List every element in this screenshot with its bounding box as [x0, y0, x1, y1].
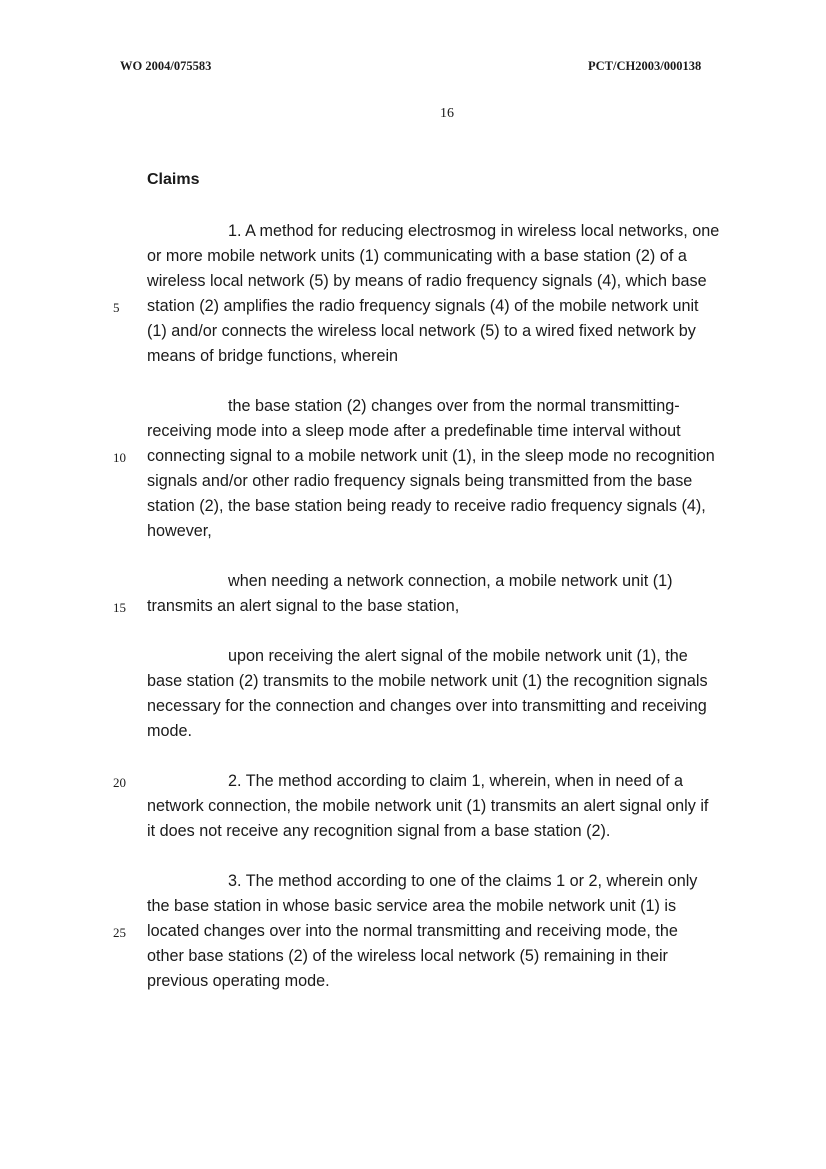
- claim-2-line: it does not receive any recognition signal from a base station (2).: [147, 822, 611, 840]
- publication-number: WO 2004/075583: [120, 59, 212, 73]
- margin-line-number: 15: [113, 600, 126, 615]
- claim-3-line: previous operating mode.: [147, 972, 330, 990]
- claim-1-line: means of bridge functions, wherein: [147, 347, 399, 365]
- claim-1-line: upon receiving the alert signal of the mobile network unit (1), the: [228, 647, 688, 665]
- claim-1-line: or more mobile network units (1) communicating with a base station (2) of a: [147, 247, 687, 265]
- margin-line-number: 25: [113, 925, 126, 940]
- claim-1-line: connecting signal to a mobile network unit (1), in the sleep mode no recognition: [147, 447, 715, 465]
- claim-1-line: 1. A method for reducing electrosmog in wireless local networks, one: [228, 222, 720, 240]
- claim-1-line: the base station (2) changes over from the normal transmitting-: [228, 397, 680, 415]
- claim-1-line: wireless local network (5) by means of radio frequency signals (4), which base: [147, 272, 707, 290]
- claim-3-line: other base stations (2) of the wireless local network (5) remaining in their: [147, 947, 668, 965]
- claim-2-line: 2. The method according to claim 1, wherein, when in need of a: [228, 772, 684, 790]
- claim-1-line: station (2) amplifies the radio frequency signals (4) of the mobile network unit: [147, 297, 699, 315]
- claims-heading: Claims: [147, 171, 200, 188]
- claim-1-line: however,: [147, 522, 212, 540]
- claim-3-line: located changes over into the normal transmitting and receiving mode, the: [147, 922, 678, 940]
- claim-1-line: base station (2) transmits to the mobile network unit (1) the recognition signals: [147, 672, 708, 690]
- claim-1-line: (1) and/or connects the wireless local network (5) to a wired fixed network by: [147, 322, 696, 340]
- claim-1-line: transmits an alert signal to the base station,: [147, 597, 460, 615]
- page-number: 16: [440, 106, 454, 121]
- claim-1-line: necessary for the connection and changes over into transmitting and receiving: [147, 697, 707, 715]
- claim-1-line: station (2), the base station being ready to receive radio frequency signals (4),: [147, 497, 706, 515]
- claim-1-line: when needing a network connection, a mobile network unit (1): [228, 572, 673, 590]
- margin-line-number: 5: [113, 300, 120, 315]
- claim-1-line: receiving mode into a sleep mode after a predefinable time interval without: [147, 422, 681, 440]
- application-number: PCT/CH2003/000138: [588, 59, 702, 73]
- claim-3-line: the base station in whose basic service area the mobile network unit (1) is: [147, 897, 677, 915]
- claim-2-line: network connection, the mobile network unit (1) transmits an alert signal only if: [147, 797, 709, 815]
- claim-3-line: 3. The method according to one of the claims 1 or 2, wherein only: [228, 872, 698, 890]
- margin-line-number: 10: [113, 450, 126, 465]
- margin-line-number: 20: [113, 775, 126, 790]
- claim-1-line: mode.: [147, 722, 192, 740]
- claim-1-line: signals and/or other radio frequency signals being transmitted from the base: [147, 472, 693, 490]
